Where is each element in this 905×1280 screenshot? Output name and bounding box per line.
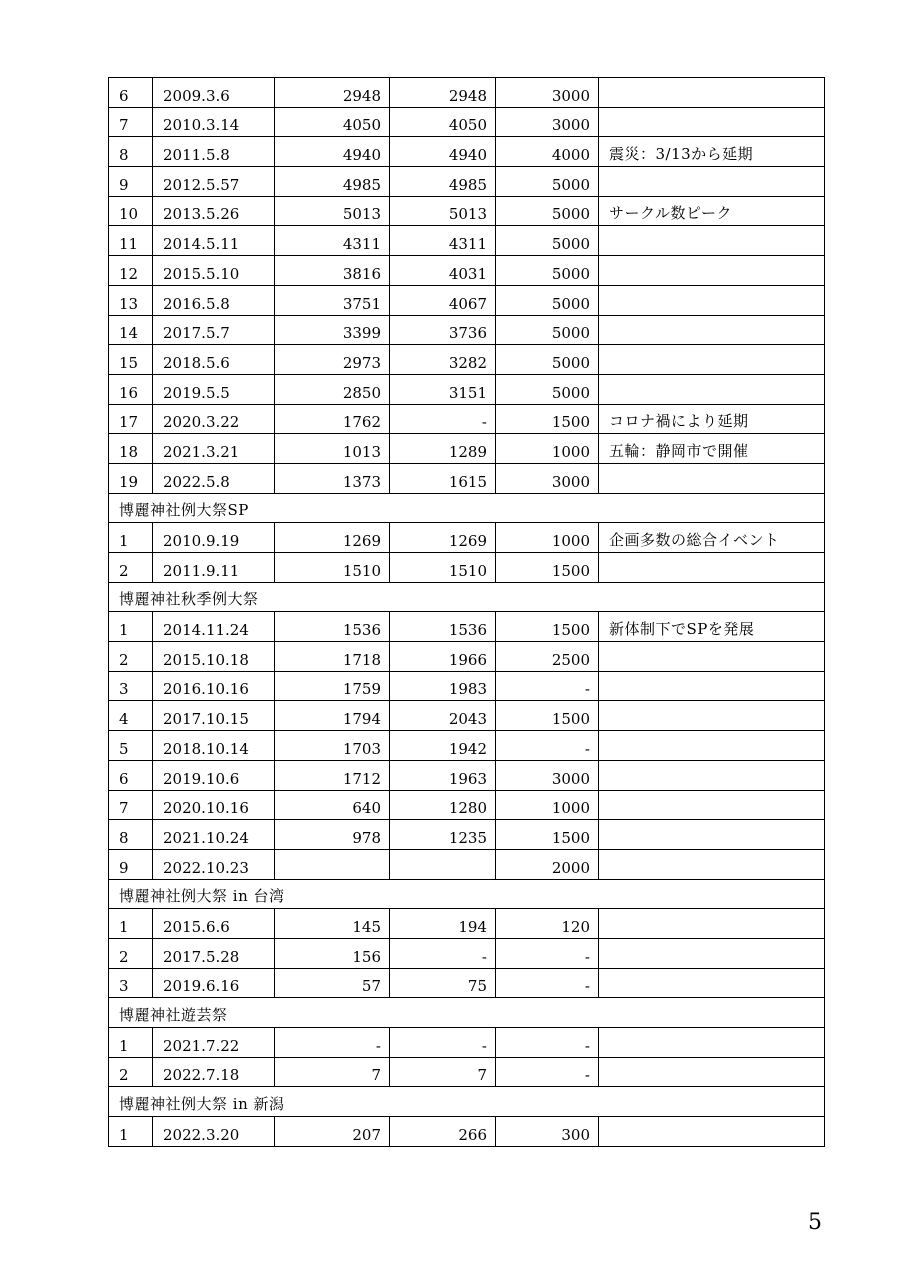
row-index-cell: 2 bbox=[109, 642, 153, 672]
event-date-cell: 2014.5.11 bbox=[153, 226, 275, 256]
value-c-cell: 1500 bbox=[496, 820, 599, 850]
value-c-cell: - bbox=[496, 968, 599, 998]
value-b-cell: 1963 bbox=[390, 760, 496, 790]
table-row bbox=[109, 285, 825, 315]
row-index-cell: 13 bbox=[109, 285, 153, 315]
value-b-cell: 1615 bbox=[390, 463, 496, 493]
row-index-cell: 1 bbox=[109, 612, 153, 642]
note-cell bbox=[599, 909, 825, 939]
value-b-cell: - bbox=[390, 938, 496, 968]
event-date-cell: 2011.9.11 bbox=[153, 553, 275, 583]
table-row bbox=[109, 909, 825, 939]
note-cell bbox=[599, 285, 825, 315]
value-b-cell: 1235 bbox=[390, 820, 496, 850]
row-index-cell: 4 bbox=[109, 701, 153, 731]
row-index-cell: 2 bbox=[109, 938, 153, 968]
table-row bbox=[109, 612, 825, 642]
value-b-cell: - bbox=[390, 1028, 496, 1058]
note-cell bbox=[599, 1117, 825, 1147]
table-row bbox=[109, 1117, 825, 1147]
row-index-cell: 1 bbox=[109, 1028, 153, 1058]
value-a-cell: 145 bbox=[275, 909, 390, 939]
value-b-cell: 1536 bbox=[390, 612, 496, 642]
event-date-cell: 2022.10.23 bbox=[153, 849, 275, 879]
value-c-cell: - bbox=[496, 1057, 599, 1087]
value-a-cell: 4940 bbox=[275, 137, 390, 167]
row-index-cell: 19 bbox=[109, 463, 153, 493]
value-a-cell: 5013 bbox=[275, 196, 390, 226]
value-a-cell: 2948 bbox=[275, 78, 390, 108]
section-row bbox=[109, 493, 825, 523]
note-cell bbox=[599, 1057, 825, 1087]
value-b-cell: 7 bbox=[390, 1057, 496, 1087]
value-c-cell: 5000 bbox=[496, 167, 599, 197]
value-b-cell: 1966 bbox=[390, 642, 496, 672]
value-a-cell: 1718 bbox=[275, 642, 390, 672]
row-index-cell: 10 bbox=[109, 196, 153, 226]
value-a-cell: 1013 bbox=[275, 434, 390, 464]
value-b-cell: 5013 bbox=[390, 196, 496, 226]
row-index-cell: 3 bbox=[109, 671, 153, 701]
event-date-cell: 2014.11.24 bbox=[153, 612, 275, 642]
table-row bbox=[109, 315, 825, 345]
row-index-cell: 15 bbox=[109, 345, 153, 375]
table-row bbox=[109, 820, 825, 850]
value-c-cell: 300 bbox=[496, 1117, 599, 1147]
row-index-cell: 2 bbox=[109, 1057, 153, 1087]
value-a-cell: 1373 bbox=[275, 463, 390, 493]
value-a-cell: 4050 bbox=[275, 107, 390, 137]
value-a-cell: 1536 bbox=[275, 612, 390, 642]
table-row bbox=[109, 523, 825, 553]
value-c-cell: 5000 bbox=[496, 256, 599, 286]
event-date-cell: 2012.5.57 bbox=[153, 167, 275, 197]
value-c-cell: 2000 bbox=[496, 849, 599, 879]
value-b-cell: 1280 bbox=[390, 790, 496, 820]
table-row bbox=[109, 731, 825, 761]
note-cell bbox=[599, 167, 825, 197]
value-b-cell: 2948 bbox=[390, 78, 496, 108]
value-b-cell: 4985 bbox=[390, 167, 496, 197]
note-cell: 五輪：静岡市で開催 bbox=[599, 434, 825, 464]
value-c-cell: - bbox=[496, 671, 599, 701]
event-date-cell: 2010.9.19 bbox=[153, 523, 275, 553]
value-b-cell: 4067 bbox=[390, 285, 496, 315]
row-index-cell: 8 bbox=[109, 820, 153, 850]
value-a-cell: - bbox=[275, 1028, 390, 1058]
event-date-cell: 2020.10.16 bbox=[153, 790, 275, 820]
event-date-cell: 2021.7.22 bbox=[153, 1028, 275, 1058]
event-date-cell: 2018.5.6 bbox=[153, 345, 275, 375]
value-c-cell: 3000 bbox=[496, 463, 599, 493]
value-c-cell: 2500 bbox=[496, 642, 599, 672]
row-index-cell: 6 bbox=[109, 760, 153, 790]
row-index-cell: 7 bbox=[109, 107, 153, 137]
value-b-cell: 1983 bbox=[390, 671, 496, 701]
table-row bbox=[109, 938, 825, 968]
section-row bbox=[109, 582, 825, 612]
section-title: 博麗神社例大祭SP bbox=[109, 493, 825, 523]
value-a-cell: 1269 bbox=[275, 523, 390, 553]
note-cell bbox=[599, 345, 825, 375]
table-row bbox=[109, 701, 825, 731]
note-cell: 震災：3/13から延期 bbox=[599, 137, 825, 167]
value-a-cell: 3399 bbox=[275, 315, 390, 345]
value-b-cell: 1269 bbox=[390, 523, 496, 553]
event-date-cell: 2009.3.6 bbox=[153, 78, 275, 108]
value-b-cell: 3151 bbox=[390, 374, 496, 404]
event-date-cell: 2013.5.26 bbox=[153, 196, 275, 226]
value-c-cell: 1000 bbox=[496, 523, 599, 553]
value-c-cell: 1000 bbox=[496, 790, 599, 820]
table-row bbox=[109, 404, 825, 434]
value-c-cell: 120 bbox=[496, 909, 599, 939]
row-index-cell: 8 bbox=[109, 137, 153, 167]
value-b-cell: 4031 bbox=[390, 256, 496, 286]
note-cell bbox=[599, 849, 825, 879]
value-c-cell: 1500 bbox=[496, 701, 599, 731]
value-a-cell: 1703 bbox=[275, 731, 390, 761]
value-a-cell: 4311 bbox=[275, 226, 390, 256]
table-row bbox=[109, 196, 825, 226]
value-a-cell bbox=[275, 849, 390, 879]
value-c-cell: 1500 bbox=[496, 553, 599, 583]
row-index-cell: 12 bbox=[109, 256, 153, 286]
section-title: 博麗神社遊芸祭 bbox=[109, 998, 825, 1028]
event-date-cell: 2015.10.18 bbox=[153, 642, 275, 672]
value-c-cell: 3000 bbox=[496, 760, 599, 790]
value-c-cell: 1000 bbox=[496, 434, 599, 464]
note-cell bbox=[599, 78, 825, 108]
table-row bbox=[109, 790, 825, 820]
value-c-cell: - bbox=[496, 938, 599, 968]
value-a-cell: 2850 bbox=[275, 374, 390, 404]
note-cell bbox=[599, 463, 825, 493]
section-row bbox=[109, 879, 825, 909]
value-a-cell: 640 bbox=[275, 790, 390, 820]
table-row bbox=[109, 1057, 825, 1087]
value-c-cell: 1500 bbox=[496, 404, 599, 434]
value-c-cell: 3000 bbox=[496, 107, 599, 137]
note-cell bbox=[599, 731, 825, 761]
page-number: 5 bbox=[808, 1210, 822, 1235]
row-index-cell: 6 bbox=[109, 78, 153, 108]
row-index-cell: 18 bbox=[109, 434, 153, 464]
note-cell bbox=[599, 553, 825, 583]
event-date-cell: 2019.5.5 bbox=[153, 374, 275, 404]
value-c-cell: 5000 bbox=[496, 226, 599, 256]
value-b-cell bbox=[390, 849, 496, 879]
value-b-cell: 1942 bbox=[390, 731, 496, 761]
value-a-cell: 1762 bbox=[275, 404, 390, 434]
row-index-cell: 1 bbox=[109, 1117, 153, 1147]
value-a-cell: 1759 bbox=[275, 671, 390, 701]
section-row bbox=[109, 998, 825, 1028]
value-b-cell: 75 bbox=[390, 968, 496, 998]
row-index-cell: 14 bbox=[109, 315, 153, 345]
table-row bbox=[109, 226, 825, 256]
note-cell: サークル数ピーク bbox=[599, 196, 825, 226]
section-row bbox=[109, 1087, 825, 1117]
event-date-cell: 2018.10.14 bbox=[153, 731, 275, 761]
value-a-cell: 4985 bbox=[275, 167, 390, 197]
section-title: 博麗神社例大祭 in 台湾 bbox=[109, 879, 825, 909]
event-date-cell: 2019.6.16 bbox=[153, 968, 275, 998]
event-date-cell: 2021.3.21 bbox=[153, 434, 275, 464]
value-b-cell: 4311 bbox=[390, 226, 496, 256]
row-index-cell: 9 bbox=[109, 849, 153, 879]
value-b-cell: 1289 bbox=[390, 434, 496, 464]
value-a-cell: 7 bbox=[275, 1057, 390, 1087]
value-c-cell: - bbox=[496, 1028, 599, 1058]
value-c-cell: 5000 bbox=[496, 285, 599, 315]
table-row bbox=[109, 345, 825, 375]
value-a-cell: 2973 bbox=[275, 345, 390, 375]
row-index-cell: 17 bbox=[109, 404, 153, 434]
event-date-cell: 2022.7.18 bbox=[153, 1057, 275, 1087]
note-cell bbox=[599, 820, 825, 850]
event-date-cell: 2021.10.24 bbox=[153, 820, 275, 850]
note-cell bbox=[599, 107, 825, 137]
value-b-cell: 3736 bbox=[390, 315, 496, 345]
event-date-cell: 2017.10.15 bbox=[153, 701, 275, 731]
row-index-cell: 16 bbox=[109, 374, 153, 404]
value-a-cell: 3751 bbox=[275, 285, 390, 315]
value-c-cell: 3000 bbox=[496, 78, 599, 108]
note-cell bbox=[599, 1028, 825, 1058]
value-a-cell: 978 bbox=[275, 820, 390, 850]
table-row bbox=[109, 78, 825, 108]
value-c-cell: 4000 bbox=[496, 137, 599, 167]
value-c-cell: 5000 bbox=[496, 196, 599, 226]
row-index-cell: 11 bbox=[109, 226, 153, 256]
value-b-cell: 266 bbox=[390, 1117, 496, 1147]
table-row bbox=[109, 968, 825, 998]
table-row bbox=[109, 671, 825, 701]
row-index-cell: 5 bbox=[109, 731, 153, 761]
row-index-cell: 2 bbox=[109, 553, 153, 583]
row-index-cell: 1 bbox=[109, 523, 153, 553]
event-history-table bbox=[108, 77, 825, 1147]
note-cell: 新体制下でSPを発展 bbox=[599, 612, 825, 642]
event-date-cell: 2022.3.20 bbox=[153, 1117, 275, 1147]
row-index-cell: 9 bbox=[109, 167, 153, 197]
table-row bbox=[109, 167, 825, 197]
note-cell bbox=[599, 256, 825, 286]
table-row bbox=[109, 760, 825, 790]
note-cell bbox=[599, 315, 825, 345]
table-row bbox=[109, 553, 825, 583]
event-date-cell: 2010.3.14 bbox=[153, 107, 275, 137]
value-b-cell: 194 bbox=[390, 909, 496, 939]
note-cell bbox=[599, 642, 825, 672]
table-row bbox=[109, 642, 825, 672]
note-cell bbox=[599, 226, 825, 256]
row-index-cell: 7 bbox=[109, 790, 153, 820]
note-cell bbox=[599, 374, 825, 404]
value-a-cell: 3816 bbox=[275, 256, 390, 286]
value-c-cell: 5000 bbox=[496, 374, 599, 404]
row-index-cell: 3 bbox=[109, 968, 153, 998]
value-b-cell: 1510 bbox=[390, 553, 496, 583]
event-date-cell: 2022.5.8 bbox=[153, 463, 275, 493]
table-row bbox=[109, 256, 825, 286]
table-row bbox=[109, 1028, 825, 1058]
note-cell bbox=[599, 701, 825, 731]
row-index-cell: 1 bbox=[109, 909, 153, 939]
value-a-cell: 1712 bbox=[275, 760, 390, 790]
section-title: 博麗神社秋季例大祭 bbox=[109, 582, 825, 612]
event-date-cell: 2015.6.6 bbox=[153, 909, 275, 939]
note-cell: 企画多数の総合イベント bbox=[599, 523, 825, 553]
value-c-cell: 1500 bbox=[496, 612, 599, 642]
value-c-cell: 5000 bbox=[496, 315, 599, 345]
event-date-cell: 2011.5.8 bbox=[153, 137, 275, 167]
event-date-cell: 2017.5.28 bbox=[153, 938, 275, 968]
table-body bbox=[109, 78, 825, 1147]
event-date-cell: 2016.5.8 bbox=[153, 285, 275, 315]
value-a-cell: 156 bbox=[275, 938, 390, 968]
table-row bbox=[109, 137, 825, 167]
value-a-cell: 1794 bbox=[275, 701, 390, 731]
table-row bbox=[109, 463, 825, 493]
value-a-cell: 57 bbox=[275, 968, 390, 998]
table-row bbox=[109, 434, 825, 464]
value-a-cell: 1510 bbox=[275, 553, 390, 583]
event-date-cell: 2019.10.6 bbox=[153, 760, 275, 790]
value-b-cell: 3282 bbox=[390, 345, 496, 375]
table-row bbox=[109, 374, 825, 404]
note-cell bbox=[599, 760, 825, 790]
event-date-cell: 2017.5.7 bbox=[153, 315, 275, 345]
value-b-cell: 4050 bbox=[390, 107, 496, 137]
value-a-cell: 207 bbox=[275, 1117, 390, 1147]
note-cell bbox=[599, 938, 825, 968]
value-b-cell: - bbox=[390, 404, 496, 434]
note-cell bbox=[599, 671, 825, 701]
note-cell bbox=[599, 790, 825, 820]
value-c-cell: 5000 bbox=[496, 345, 599, 375]
note-cell bbox=[599, 968, 825, 998]
value-b-cell: 2043 bbox=[390, 701, 496, 731]
value-b-cell: 4940 bbox=[390, 137, 496, 167]
section-title: 博麗神社例大祭 in 新潟 bbox=[109, 1087, 825, 1117]
note-cell: コロナ禍により延期 bbox=[599, 404, 825, 434]
event-date-cell: 2016.10.16 bbox=[153, 671, 275, 701]
event-date-cell: 2020.3.22 bbox=[153, 404, 275, 434]
table-row bbox=[109, 107, 825, 137]
value-c-cell: - bbox=[496, 731, 599, 761]
table-row bbox=[109, 849, 825, 879]
event-date-cell: 2015.5.10 bbox=[153, 256, 275, 286]
